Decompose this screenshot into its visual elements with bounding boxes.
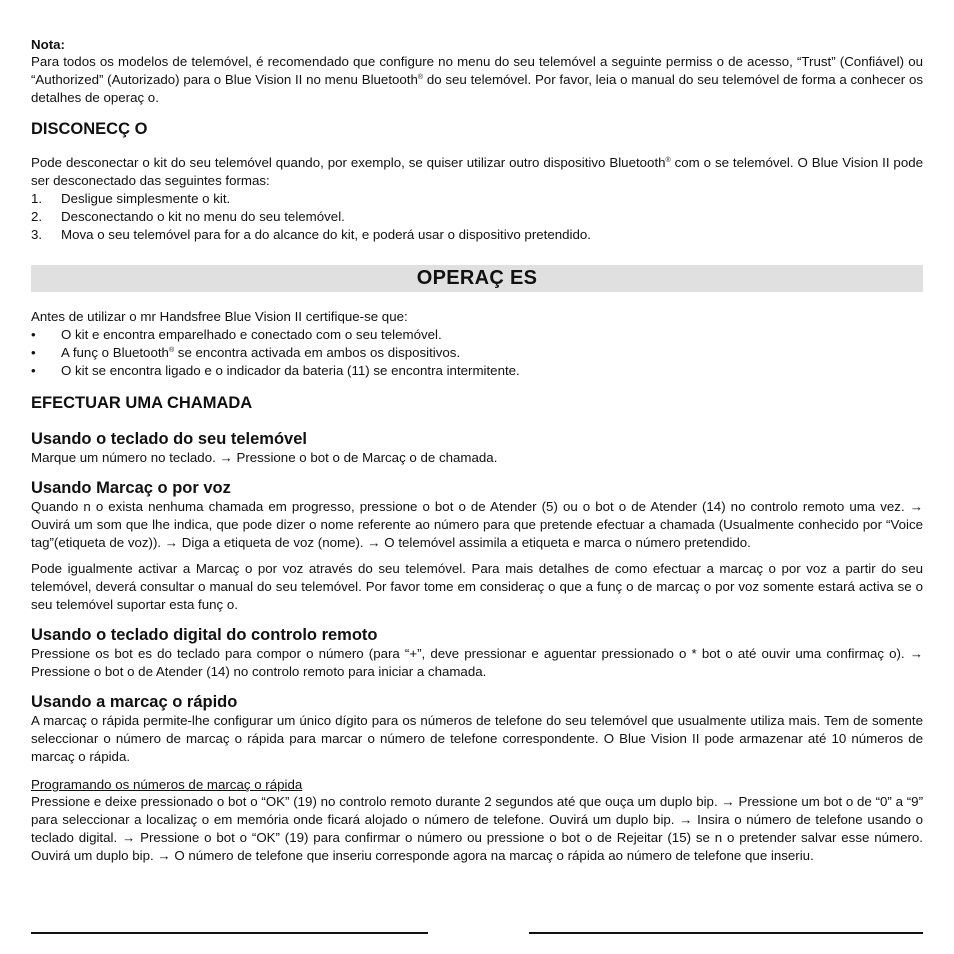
list-item [31, 208, 923, 226]
operations-bullets [31, 326, 923, 380]
keypad-text: Marque um número no teclado. → Pressione o bot o de Marcaç o de chamada. [31, 450, 498, 465]
voice-paragraph-2: Pode igualmente activar a Marcaç o por voz através do seu telemóvel. Para mais detalhes de como efectuar a marcaç o por voz a partir do seu telemóvel, deverá consultar o manual do seu telemóvel. Por favor tome em consideraç o que a funç o de marcaç o por voz somente estará activa se o seu telemóvel suportar esta funç o. [31, 561, 923, 612]
bullet-item [31, 326, 923, 344]
manual-page [31, 37, 923, 865]
footer-rule-left [31, 932, 428, 934]
list-marker: 2. [31, 209, 43, 224]
voice-title: Usando Marcaç o por voz [31, 479, 231, 497]
remote-title: Usando o teclado digital do controlo remoto [31, 626, 378, 644]
programming-text: Pressione e deixe pressionado o bot o “OK” (19) no controlo remoto durante 2 segundos até que ouça um duplo bip. → Pressione um bot o de “0” a “9” para seleccionar a localizaç o em memória onde ficará alojado o número de telefone. Ouvirá um duplo bip. → Insira o número de telefone usando o teclado digital. → Pressione o bot o “OK” (19) para confirmar o número ou pressione o bot o de Rejeitar (15) se n o pretender salvar esse número. Ouvirá um duplo bip. → O número de telefone que inseriu corresponde agora na marcaç o rápida ao número de telefone que inseriu. [31, 794, 923, 863]
bullet-marker: • [31, 345, 36, 360]
bullet-item [31, 344, 923, 362]
bullet-item [31, 362, 923, 380]
list-item [31, 190, 923, 208]
programming-subtitle: Programando os números de marcaç o rápida [31, 777, 303, 792]
operations-intro: Antes de utilizar o mr Handsfree Blue Vision II certifique-se que: [31, 309, 408, 324]
speed-text: A marcaç o rápida permite-lhe configurar um único dígito para os números de telefone do seu telemóvel que usualmente utiliza mais. Tem de somente seleccionar o número de marcaç o rápida para marcar o número de telefone correspondente. O Blue Vision II pode armazenar até 10 números de marcaç o rápida. [31, 713, 923, 764]
call-heading: EFECTUAR UMA CHAMADA [31, 394, 253, 412]
note-label: Nota: [31, 37, 65, 52]
list-marker: 1. [31, 191, 43, 206]
bullet-marker: • [31, 363, 36, 378]
spacer [31, 552, 923, 560]
note-text: Para todos os modelos de telemóvel, é recomendado que configure no menu do seu telemóvel a seguinte permiss o de acesso, “Trust” (Confiável) ou “Authorized” (Autorizado) para o Blue Vision II no menu Bluetooth® do seu telemóvel. Por favor, leia o manual do seu telemóvel de forma a conhecer os detalhes de operaç o. [31, 54, 924, 105]
bullet-text: O kit se encontra ligado e o indicador da bateria (11) se encontra intermitente. [61, 363, 520, 378]
speed-title: Usando a marcaç o rápido [31, 693, 238, 711]
list-item-text: Desligue simplesmente o kit. [61, 191, 231, 206]
list-item [31, 226, 923, 244]
list-item-text: Mova o seu telemóvel para for a do alcance do kit, e poderá usar o dispositivo pretendido. [61, 227, 591, 242]
list-marker: 3. [31, 227, 43, 242]
remote-text: Pressione os bot es do teclado para compor o número (para “+”, deve pressionar e aguentar pressionado o * bot o até ouvir uma confirmaç o). → Pressione o bot o de Atender (14) no controlo remoto para iniciar a chamada. [31, 646, 923, 679]
footer-rule-right [529, 932, 923, 934]
bullet-marker: • [31, 327, 36, 342]
disconnect-heading: DISCONECÇ O [31, 120, 148, 138]
operations-banner [31, 265, 923, 292]
disconnect-intro: Pode desconectar o kit do seu telemóvel quando, por exemplo, se quiser utilizar outro dispositivo Bluetooth® com o se telemóvel. O Blue Vision II pode ser desconectado das seguintes formas: [31, 155, 924, 188]
disconnect-list [31, 190, 923, 244]
operations-title: OPERAÇ ES [416, 267, 538, 289]
keypad-title: Usando o teclado do seu telemóvel [31, 430, 307, 448]
voice-paragraph-1: Quando n o exista nenhuma chamada em progresso, pressione o bot o de Atender (5) ou o bot o de Atender (14) no controlo remoto uma vez. → Ouvirá um som que lhe indica, que pode dizer o nome referente ao número para que pretende efectuar a chamada (Usualmente conhecido por “Voice tag”(etiqueta de voz)). → Diga a etiqueta de voz (nome). → O telemóvel assimila a etiqueta e marca o número pretendido. [31, 499, 923, 550]
bullet-text: A funç o Bluetooth® se encontra activada em ambos os dispositivos. [61, 345, 461, 360]
bullet-text: O kit e encontra emparelhado e conectado com o seu telemóvel. [61, 327, 442, 342]
list-item-text: Desconectando o kit no menu do seu telemóvel. [61, 209, 345, 224]
